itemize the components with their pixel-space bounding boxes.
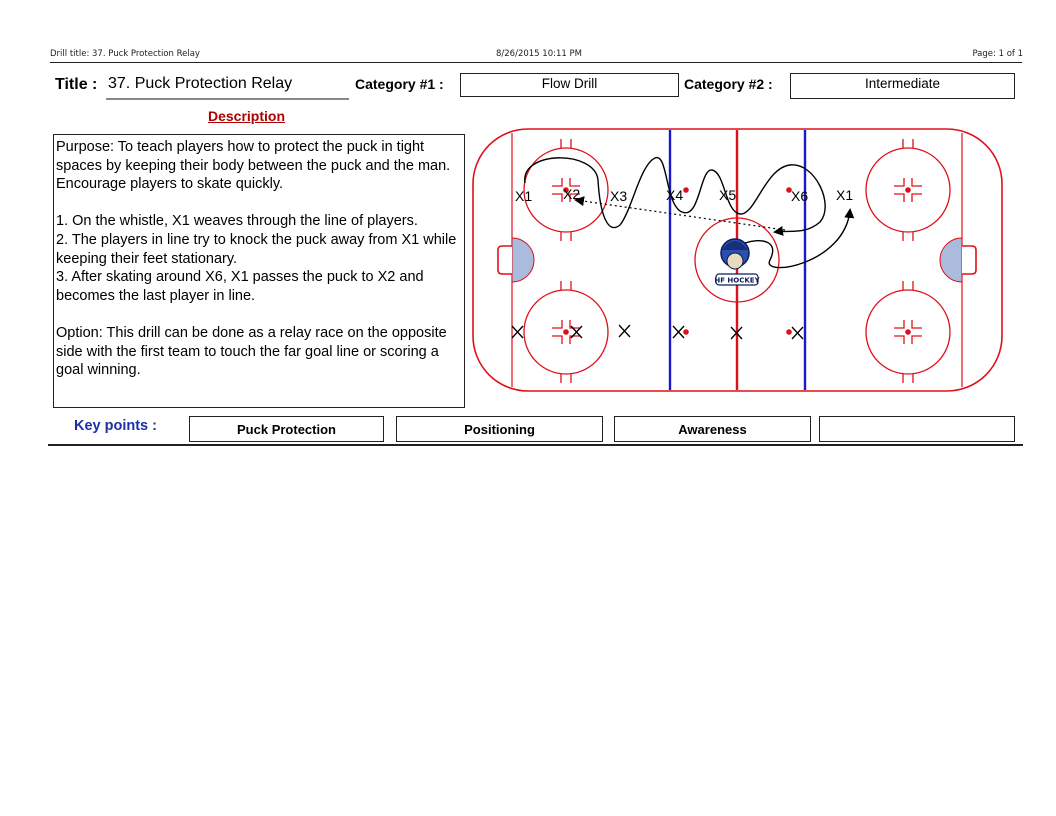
key-point-text: Positioning — [464, 421, 535, 437]
category2-label: Category #2 : — [684, 76, 773, 92]
player-label: X2 — [563, 186, 581, 202]
description-box — [53, 134, 465, 408]
faceoff-dot — [905, 329, 911, 335]
faceoff-dot — [563, 329, 569, 335]
neutral-zone-dot — [786, 329, 792, 335]
faceoff-dot — [905, 187, 911, 193]
footer-rule — [48, 444, 1023, 446]
title-label: Title : — [55, 76, 98, 93]
category1-label: Category #1 : — [355, 76, 444, 92]
category1-field — [460, 73, 679, 97]
key-point-box — [396, 416, 603, 442]
category2-field — [790, 73, 1015, 99]
header-rule — [50, 62, 1022, 63]
net-left — [498, 246, 512, 274]
player-label: X1 — [515, 188, 533, 204]
description-steps — [56, 212, 462, 305]
neutral-zone-dot — [683, 187, 689, 193]
description-step: 2. The players in line try to knock the puck away from X1 while keeping their feet stationary. — [56, 231, 457, 267]
print-date: 8/26/2015 10:11 PM — [496, 49, 582, 59]
page-number: Page: 1 of 1 — [972, 49, 1023, 59]
player-label: X4 — [666, 187, 684, 203]
description-option: Option: This drill can be done as a relay race on the opposite side with the first team to touch the far goal line or scoring a goal winning. — [56, 324, 447, 379]
player-label: X6 — [791, 188, 809, 204]
neutral-zone-dot — [683, 329, 689, 335]
logo-text: HF HOCKEY — [714, 276, 760, 285]
drill-title-header: Drill title: 37. Puck Protection Relay — [50, 49, 200, 59]
key-points-label: Key points : — [74, 418, 157, 434]
title-underline — [106, 98, 349, 100]
description-purpose: Purpose: To teach players how to protect the puck in tight spaces by keeping their body between the puck and the man. Encourage players to skate quickly. — [56, 139, 451, 193]
description-heading: Description — [208, 108, 286, 124]
category2-value: Intermediate — [864, 76, 941, 91]
description-step: 1. On the whistle, X1 weaves through the line of players. — [56, 213, 418, 230]
player-label: X5 — [719, 187, 737, 203]
title-value: 37. Puck Protection Relay — [108, 75, 293, 92]
player-label: X3 — [610, 188, 628, 204]
key-point-text: Awareness — [678, 421, 747, 437]
key-point-box — [189, 416, 384, 442]
key-point-box — [819, 416, 1015, 442]
player-label: X1 — [836, 187, 854, 203]
rink-diagram — [470, 126, 1005, 396]
key-point-box — [614, 416, 811, 442]
description-step: 3. After skating around X6, X1 passes the puck to X2 and becomes the last player in line. — [56, 269, 424, 304]
category1-value: Flow Drill — [541, 76, 598, 91]
net-right — [962, 246, 976, 274]
key-point-text: Puck Protection — [237, 421, 336, 437]
